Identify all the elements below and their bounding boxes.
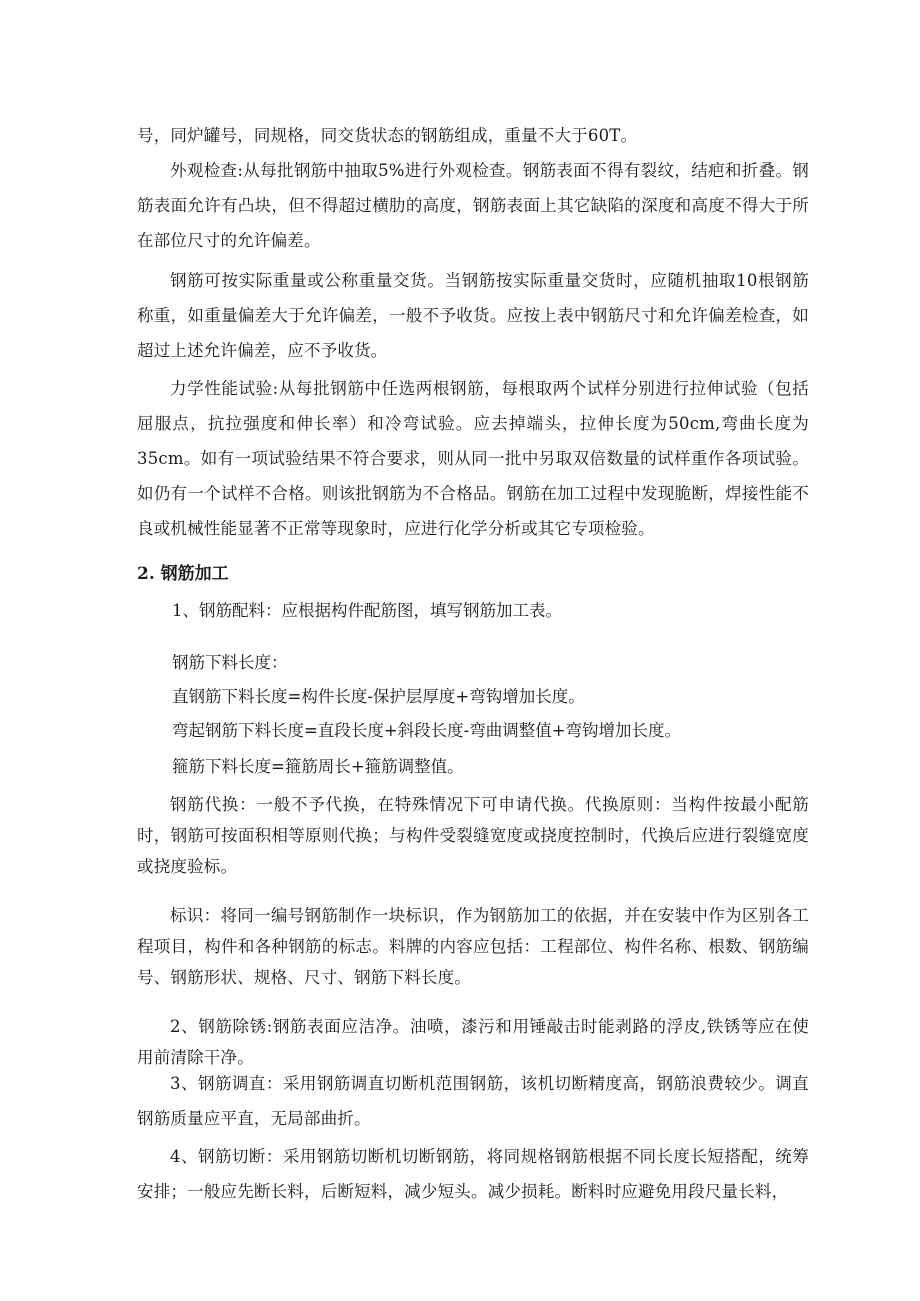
section-heading [137, 563, 229, 585]
section-number: 2. [137, 564, 155, 584]
section-title: 钢筋加工 [160, 564, 229, 584]
formula-straight-bar: 直钢筋下料长度=构件长度-保护层厚度+弯钩增加长度。 [172, 687, 585, 706]
paragraph-weight-delivery: 钢筋可按实际重量或公称重量交货。当钢筋按实际重量交货时，应随机抽取10根钢筋称重，如重量偏差大于允许偏差，一般不予收货。应按上表中钢筋尺寸和允许偏差检查，如超过上述允许偏差，应不予收货。 [137, 271, 809, 360]
paragraph-identification: 标识：将同一编号钢筋制作一块标识，作为钢筋加工的依据，并在安装中作为区别各工程项目，构件和各种钢筋的标志。料牌的内容应包括：工程部位、构件名称、根数、钢筋编号、钢筋形状、规格、尺寸、钢筋下料长度。 [137, 906, 809, 987]
paragraph-bar-substitution: 钢筋代换：一般不予代换，在特殊情况下可申请代换。代换原则：当构件按最小配筋时，钢筋可按面积相等原则代换；与构件受裂缝宽度或挠度控制时，代换后应进行裂缝宽度或挠度验标。 [137, 795, 809, 876]
item-bar-batching: 1、钢筋配料：应根据构件配筋图，填写钢筋加工表。 [172, 601, 562, 620]
formula-stirrup: 箍筋下料长度=箍筋周长+箍筋调整值。 [172, 757, 464, 776]
paragraph-batch-composition: 号，同炉罐号，同规格，同交货状态的钢筋组成，重量不大于60T。 [137, 126, 638, 145]
item-cutting: 4、钢筋切断：采用钢筋切断机切断钢筋，将同规格钢筋根据不同长度长短搭配，统筹安排；一般应先断长料，后断短料，减少短头。减少损耗。断料时应避免用段尺量长料， [137, 1147, 809, 1201]
formula-bent-bar: 弯起钢筋下料长度=直段长度+斜段长度-弯曲调整值+弯钩增加长度。 [172, 721, 682, 740]
paragraph-visual-inspection: 外观检查:从每批钢筋中抽取5%进行外观检查。钢筋表面不得有裂纹，结疤和折叠。钢筋表面允许有凸块，但不得超过横肋的高度，钢筋表面上其它缺陷的深度和高度不得大于所在部位尺寸的允许偏差。 [137, 161, 809, 250]
paragraph-mechanical-test: 力学性能试验:从每批钢筋中任选两根钢筋，每根取两个试样分别进行拉伸试验（包括屈服点，抗拉强度和伸长率）和冷弯试验。应去掉端头，拉伸长度为50cm,弯曲长度为35cm。如有一项试验结果不符合要求，则从同一批中另取双倍数量的试样重作各项试验。如仍有一个试样不合格。则该批钢筋为不合格品。钢筋在加工过程中发现脆断，焊接性能不良或机械性能显著不正常等现象时，应进行化学分析或其它专项检验。 [137, 379, 809, 538]
item-straightening: 3、钢筋调直：采用钢筋调直切断机范围钢筋，该机切断精度高，钢筋浪费较少。调直钢筋质量应平直，无局部曲折。 [137, 1074, 809, 1128]
item-rust-removal: 2、钢筋除锈:钢筋表面应洁净。油喷，漆污和用锤敲击时能剥路的浮皮,铁锈等应在使用前清除干净。 [137, 1017, 809, 1067]
formula-heading: 钢筋下料长度： [172, 653, 288, 672]
